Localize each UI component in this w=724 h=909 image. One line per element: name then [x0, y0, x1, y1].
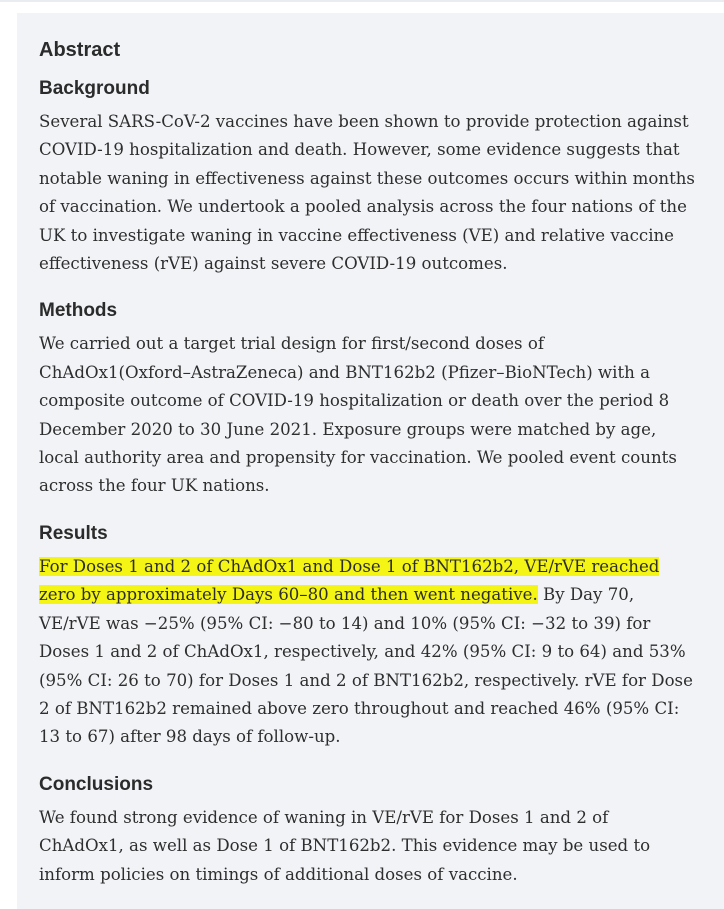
results-text-block	[39, 553, 695, 752]
background-text: Several SARS-CoV-2 vaccines have been shown to provide protection against COVID-19 hospitalization and death. However, some evidence suggests that notable waning in effectiveness against these outcomes occurs within months of vaccination. We undertook a pooled analysis across the four nations of the UK to investigate waning in vaccine effectiveness (VE) and relative vaccine effectiveness (rVE) against severe COVID-19 outcomes.	[39, 112, 695, 274]
results-heading: Results	[39, 522, 108, 544]
top-divider	[0, 0, 724, 2]
results-text: By Day 70, VE/rVE was −25% (95% CI: −80 to 14) and 10% (95% CI: −32 to 39) for Doses 1 and 2 of ChAdOx1, respectively, and 42% (95% CI: 9 to 64) and 53% (95% CI: 26 to 70) for Doses 1 and 2 of BNT162b2, respectively. rVE for Dose 2 of BNT162b2 remained above zero throughout and reached 46% (95% CI: 13 to 67) after 98 days of follow-up.	[39, 585, 693, 747]
results-section	[39, 522, 704, 752]
conclusions-section	[39, 773, 704, 889]
methods-section	[39, 299, 704, 500]
methods-text: We carried out a target trial design for first/second doses of ChAdOx1(Oxford–AstraZeneca) and BNT162b2 (Pfizer–BioNTech) with a composite outcome of COVID-19 hospitalization or death over the period 8 December 2020 to 30 June 2021. Exposure groups were matched by age, local authority area and propensity for vaccination. We pooled event counts across the four UK nations.	[39, 334, 677, 496]
background-section	[39, 77, 704, 278]
abstract-panel	[17, 13, 724, 909]
methods-heading: Methods	[39, 300, 118, 322]
abstract-title: Abstract	[39, 39, 121, 61]
conclusions-heading: Conclusions	[39, 773, 154, 795]
background-heading: Background	[39, 78, 150, 99]
conclusions-text: We found strong evidence of waning in VE/rVE for Doses 1 and 2 of ChAdOx1, as well as Dose 1 of BNT162b2. This evidence may be used to inform policies on timings of additional doses of vaccine.	[39, 807, 651, 884]
results-highlighted-text: For Doses 1 and 2 of ChAdOx1 and Dose 1 of BNT162b2, VE/rVE reached zero by approximately Days 60–80 and then went negative.	[39, 556, 660, 605]
